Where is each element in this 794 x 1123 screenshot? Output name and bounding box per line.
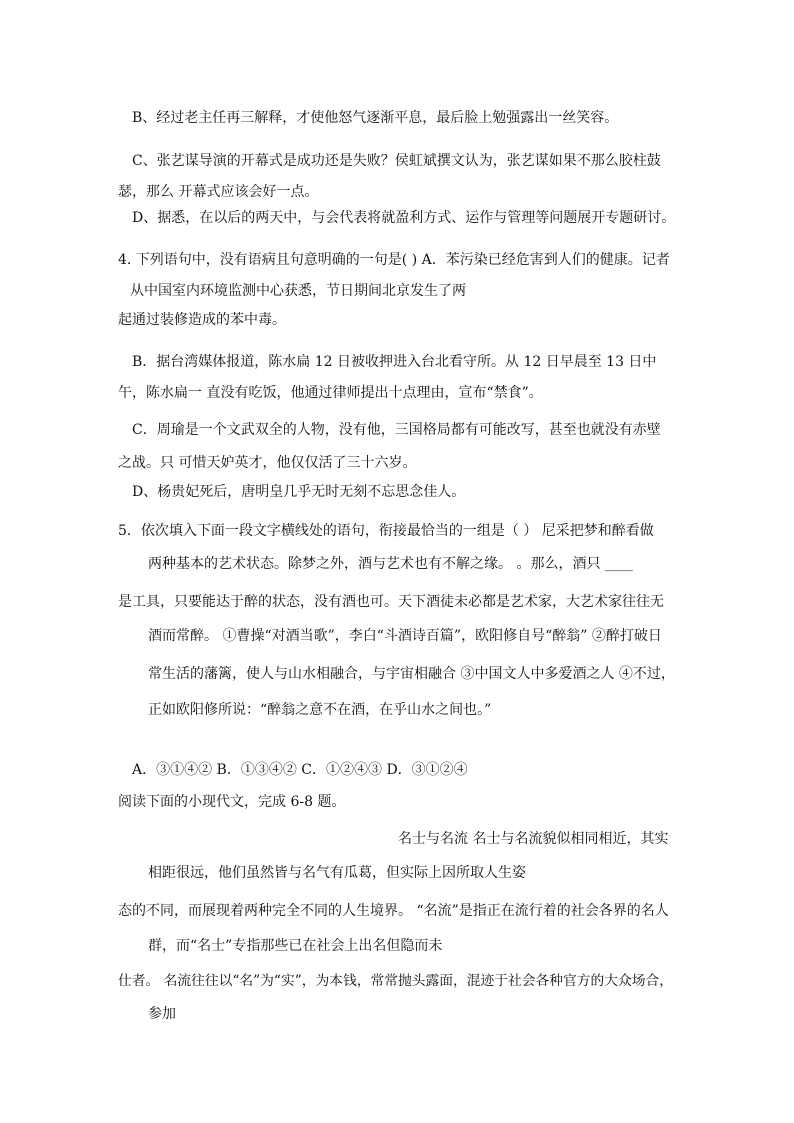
article-line-4: 仕者。 名流往往以“名”为“实”，为本钱，常常抛头露面，混迹于社会各种官方的大众场合，: [118, 973, 673, 989]
option-d-text: D、据悉，在以后的两天中，与会代表将就盈利方式、运作与管理等问题展开专题研讨。: [132, 210, 676, 226]
question-4-option-b-cont: 午，陈水扁一 直没有吃饭，他通过律师提出十点理由，宣布“禁食”。: [118, 385, 543, 401]
question-5-passage-2: 是工具，只要能达于醉的状态，没有酒也可。天下酒徒未必都是艺术家，大艺术家往往无: [118, 594, 664, 610]
question-5-passage-4: 常生活的藩篱，使人与山水相融合，与宇宙相融合 ③中国文人中多爱酒之人 ④不过，: [148, 666, 675, 682]
question-4-option-c-cont: 之战。只 可惜天妒英才，他仅仅活了三十六岁。: [118, 455, 417, 471]
question-4-option-d: D、杨贵妃死后，唐明皇几乎无时无刻不忘思念佳人。: [132, 484, 466, 500]
question-4-option-c: C．周瑜是一个文武双全的人物，没有他，三国格局都有可能改写，甚至也就没有赤壁: [132, 422, 661, 438]
article-line-2: 态的不同，而展现着两种完全不同的人生境界。 “名流”是指正在流行着的社会各界的名人: [118, 903, 669, 919]
reading-instruction: 阅读下面的小现代文，完成 6-8 题。: [118, 794, 346, 810]
article-title-line: 名士与名流 名士与名流貌似相同相近，其实: [398, 831, 669, 847]
question-4-option-a-end: 起通过装修造成的苯中毒。: [118, 312, 286, 328]
article-line-3: 群，而“名士”专指那些已在社会上出名但隐而未: [148, 938, 443, 954]
article-line-1: 相距很远，他们虽然皆与名气有瓜葛，但实际上因所取人生姿: [148, 865, 526, 881]
question-5-passage-1: 两种基本的艺术状态。除梦之外，酒与艺术也有不解之缘。 。那么，酒只 ____: [148, 556, 633, 572]
question-5-passage-5: 正如欧阳修所说：“醉翁之意不在酒，在乎山水之间也。”: [148, 702, 492, 718]
question-4-stem: 4. 下列语句中，没有语病且句意明确的一句是( ) A．苯污染已经危害到人们的健康。记者: [118, 252, 670, 268]
option-c-text: C、张艺谋导演的开幕式是成功还是失败？侯虹斌撰文认为，张艺谋如果不那么胶柱鼓: [132, 153, 661, 169]
option-c-text-cont: 瑟，那么 开幕式应该会好一点。: [118, 184, 319, 200]
question-5-options: A．③①④② B．①③④② C．①②④③ D．③①②④: [132, 762, 468, 778]
option-b-text: B、经过老主任再三解释，才使他怒气逐渐平息，最后脸上勉强露出一丝笑容。: [132, 110, 619, 126]
question-4-option-a-cont: 从中国室内环境监测中心获悉，节日期间北京发生了两: [130, 283, 466, 299]
question-5-passage-3: 酒而常醉。 ①曹操“对酒当歌”，李白“斗酒诗百篇”，欧阳修自号“醉翁” ②醉打破日: [148, 628, 662, 644]
question-5-stem: 5．依次填入下面一段文字横线处的语句，衔接最恰当的一组是（ ） 尼采把梦和醉看做: [118, 523, 654, 539]
article-line-5: 参加: [148, 1006, 176, 1022]
question-4-option-b: B．据台湾媒体报道，陈水扁 12 日被收押进入台北看守所。从 12 日早晨至 13 日中: [132, 354, 657, 370]
